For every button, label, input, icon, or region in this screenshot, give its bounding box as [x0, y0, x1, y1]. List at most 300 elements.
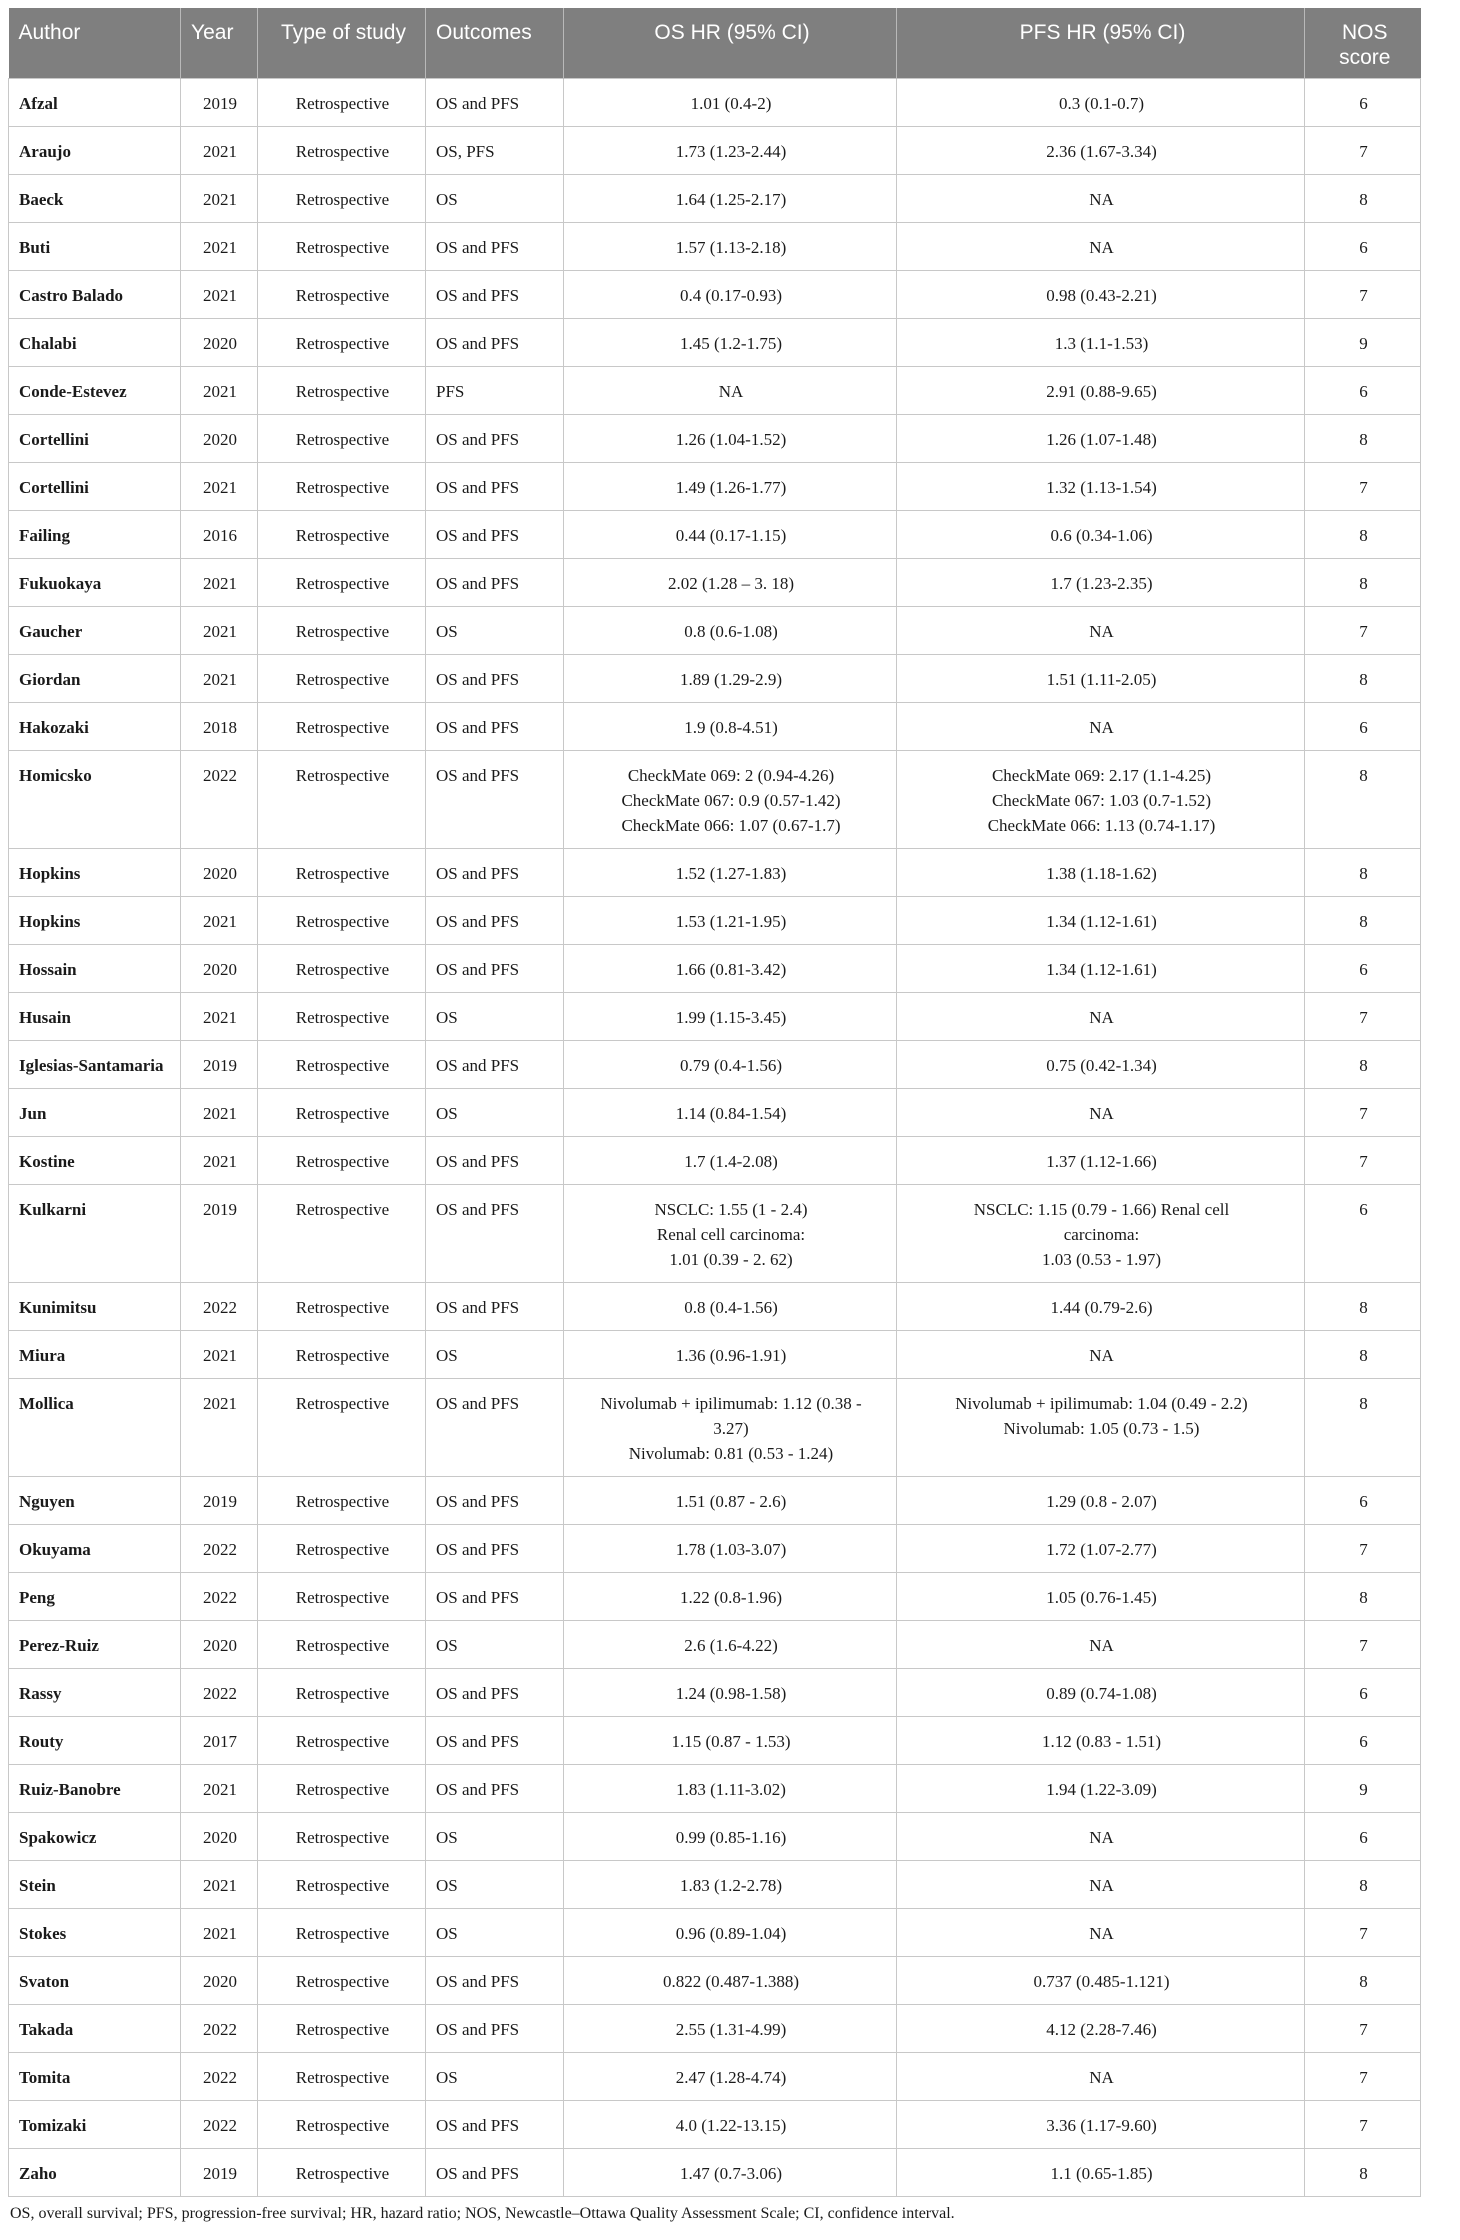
cell-pfs-hr	[897, 1621, 1305, 1669]
cell-author: Iglesias-Santamaria	[9, 1041, 181, 1089]
cell-pfs-hr	[897, 703, 1305, 751]
cell-os-hr	[564, 127, 897, 175]
cell-os-hr	[564, 559, 897, 607]
cell-nos-score: 6	[1305, 79, 1421, 127]
cell-line: 0.8 (0.6-1.08)	[684, 622, 778, 641]
cell-pfs-hr	[897, 1331, 1305, 1379]
cell-nos-score: 8	[1305, 1573, 1421, 1621]
table-row	[9, 175, 1421, 223]
cell-author: Hopkins	[9, 897, 181, 945]
header-type-of-study: Type of study	[258, 8, 426, 79]
cell-nos-score: 7	[1305, 1909, 1421, 1957]
cell-type-of-study: Retrospective	[258, 1525, 426, 1573]
header-row	[9, 8, 1421, 79]
cell-type-of-study: Retrospective	[258, 897, 426, 945]
cell-line: 1.57 (1.13-2.18)	[675, 238, 787, 257]
cell-line: 0.822 (0.487-1.388)	[663, 1972, 799, 1991]
cell-type-of-study: Retrospective	[258, 1909, 426, 1957]
cell-line: 1.9 (0.8-4.51)	[684, 718, 778, 737]
table-row	[9, 223, 1421, 271]
cell-year: 2019	[181, 1477, 258, 1525]
cell-pfs-hr	[897, 1137, 1305, 1185]
cell-year: 2020	[181, 1957, 258, 2005]
cell-year: 2021	[181, 655, 258, 703]
cell-line: 2.6 (1.6-4.22)	[684, 1636, 778, 1655]
cell-line: 1.29 (0.8 - 2.07)	[1046, 1492, 1157, 1511]
table-row	[9, 1765, 1421, 1813]
cell-line: CheckMate 069: 2.17 (1.1-4.25)	[991, 766, 1212, 785]
cell-outcomes: OS and PFS	[426, 655, 564, 703]
cell-os-hr	[564, 945, 897, 993]
cell-year: 2020	[181, 415, 258, 463]
table-row	[9, 1909, 1421, 1957]
cell-line: 1.52 (1.27-1.83)	[675, 864, 787, 883]
cell-line: 3.36 (1.17-9.60)	[1046, 2116, 1157, 2135]
cell-type-of-study: Retrospective	[258, 1621, 426, 1669]
cell-line: 2.47 (1.28-4.74)	[675, 2068, 787, 2087]
cell-os-hr	[564, 1331, 897, 1379]
cell-line: 0.96 (0.89-1.04)	[675, 1924, 787, 1943]
cell-author: Stein	[9, 1861, 181, 1909]
cell-line: 1.15 (0.87 - 1.53)	[671, 1732, 791, 1751]
cell-nos-score: 7	[1305, 1137, 1421, 1185]
cell-year: 2020	[181, 319, 258, 367]
cell-author: Fukuokaya	[9, 559, 181, 607]
cell-author: Stokes	[9, 1909, 181, 1957]
cell-pfs-hr	[897, 559, 1305, 607]
cell-pfs-hr	[897, 1573, 1305, 1621]
cell-author: Routy	[9, 1717, 181, 1765]
cell-outcomes: OS and PFS	[426, 1669, 564, 1717]
cell-line: 1.53 (1.21-1.95)	[675, 912, 787, 931]
table-row	[9, 1283, 1421, 1331]
cell-author: Hossain	[9, 945, 181, 993]
cell-year: 2021	[181, 367, 258, 415]
cell-year: 2019	[181, 2149, 258, 2197]
cell-year: 2021	[181, 463, 258, 511]
cell-line: CheckMate 066: 1.13 (0.74-1.17)	[987, 816, 1216, 835]
cell-type-of-study: Retrospective	[258, 607, 426, 655]
cell-outcomes: OS and PFS	[426, 415, 564, 463]
cell-nos-score: 6	[1305, 1185, 1421, 1283]
cell-os-hr	[564, 175, 897, 223]
table-row	[9, 127, 1421, 175]
cell-author: Cortellini	[9, 463, 181, 511]
cell-os-hr	[564, 1379, 897, 1477]
cell-year: 2019	[181, 79, 258, 127]
cell-type-of-study: Retrospective	[258, 751, 426, 849]
cell-line: 2.55 (1.31-4.99)	[675, 2020, 787, 2039]
cell-line: NA	[1089, 1346, 1114, 1365]
cell-author: Hopkins	[9, 849, 181, 897]
cell-pfs-hr	[897, 1957, 1305, 2005]
table-row	[9, 2053, 1421, 2101]
cell-outcomes: OS and PFS	[426, 1477, 564, 1525]
cell-line: 1.83 (1.2-2.78)	[680, 1876, 782, 1895]
cell-outcomes: OS and PFS	[426, 897, 564, 945]
table-row	[9, 1041, 1421, 1089]
table-container	[8, 8, 1420, 2223]
cell-author: Tomizaki	[9, 2101, 181, 2149]
cell-pfs-hr	[897, 1283, 1305, 1331]
cell-year: 2021	[181, 1137, 258, 1185]
cell-line: CheckMate 066: 1.07 (0.67-1.7)	[621, 816, 841, 835]
table-row	[9, 271, 1421, 319]
table-row	[9, 703, 1421, 751]
studies-table	[8, 8, 1421, 2197]
cell-line: 0.4 (0.17-0.93)	[680, 286, 782, 305]
cell-line: Nivolumab: 1.05 (0.73 - 1.5)	[1003, 1419, 1200, 1438]
cell-type-of-study: Retrospective	[258, 1331, 426, 1379]
cell-os-hr	[564, 1765, 897, 1813]
cell-line: 0.79 (0.4-1.56)	[680, 1056, 782, 1075]
cell-year: 2020	[181, 1813, 258, 1861]
table-row	[9, 1331, 1421, 1379]
cell-line: 1.89 (1.29-2.9)	[680, 670, 782, 689]
cell-pfs-hr	[897, 1379, 1305, 1477]
cell-pfs-hr	[897, 271, 1305, 319]
cell-year: 2022	[181, 2101, 258, 2149]
cell-pfs-hr	[897, 1041, 1305, 1089]
cell-year: 2020	[181, 849, 258, 897]
cell-line: NA	[1089, 190, 1114, 209]
cell-nos-score: 7	[1305, 2053, 1421, 2101]
cell-line: 1.49 (1.26-1.77)	[675, 478, 787, 497]
cell-line: 1.34 (1.12-1.61)	[1046, 912, 1157, 931]
cell-year: 2021	[181, 559, 258, 607]
table-row	[9, 993, 1421, 1041]
cell-author: Castro Balado	[9, 271, 181, 319]
cell-type-of-study: Retrospective	[258, 223, 426, 271]
cell-line: 1.01 (0.39 - 2. 62)	[669, 1250, 793, 1269]
cell-outcomes: OS and PFS	[426, 1573, 564, 1621]
cell-type-of-study: Retrospective	[258, 1669, 426, 1717]
cell-os-hr	[564, 415, 897, 463]
cell-line: 1.32 (1.13-1.54)	[1046, 478, 1157, 497]
cell-line: 1.7 (1.4-2.08)	[684, 1152, 778, 1171]
header-nos-score: NOS score	[1305, 8, 1421, 79]
cell-nos-score: 7	[1305, 127, 1421, 175]
table-row	[9, 1137, 1421, 1185]
cell-author: Husain	[9, 993, 181, 1041]
cell-nos-score: 6	[1305, 703, 1421, 751]
table-row	[9, 1621, 1421, 1669]
cell-outcomes: OS	[426, 1089, 564, 1137]
cell-nos-score: 8	[1305, 897, 1421, 945]
cell-line: 1.72 (1.07-2.77)	[1046, 1540, 1157, 1559]
cell-pfs-hr	[897, 751, 1305, 849]
cell-pfs-hr	[897, 223, 1305, 271]
cell-line: Nivolumab + ipilimumab: 1.12 (0.38 -	[600, 1394, 862, 1413]
cell-type-of-study: Retrospective	[258, 1379, 426, 1477]
cell-os-hr	[564, 2053, 897, 2101]
cell-type-of-study: Retrospective	[258, 1573, 426, 1621]
cell-line: NA	[1089, 1636, 1114, 1655]
cell-line: NA	[1089, 718, 1114, 737]
cell-os-hr	[564, 2005, 897, 2053]
cell-pfs-hr	[897, 1089, 1305, 1137]
cell-type-of-study: Retrospective	[258, 1813, 426, 1861]
cell-author: Homicsko	[9, 751, 181, 849]
cell-type-of-study: Retrospective	[258, 655, 426, 703]
cell-os-hr	[564, 2149, 897, 2197]
cell-author: Spakowicz	[9, 1813, 181, 1861]
cell-outcomes: OS	[426, 1621, 564, 1669]
cell-line: 1.45 (1.2-1.75)	[680, 334, 782, 353]
cell-pfs-hr	[897, 175, 1305, 223]
cell-os-hr	[564, 703, 897, 751]
cell-os-hr	[564, 1813, 897, 1861]
table-row	[9, 1525, 1421, 1573]
cell-year: 2022	[181, 2005, 258, 2053]
cell-os-hr	[564, 849, 897, 897]
cell-line: 1.51 (1.11-2.05)	[1046, 670, 1157, 689]
table-row	[9, 559, 1421, 607]
cell-nos-score: 9	[1305, 319, 1421, 367]
table-row	[9, 1669, 1421, 1717]
cell-line: CheckMate 067: 1.03 (0.7-1.52)	[991, 791, 1212, 810]
cell-type-of-study: Retrospective	[258, 175, 426, 223]
cell-outcomes: OS and PFS	[426, 2149, 564, 2197]
cell-line: 2.02 (1.28 – 3. 18)	[667, 574, 795, 593]
cell-line: Nivolumab: 0.81 (0.53 - 1.24)	[628, 1444, 834, 1463]
cell-pfs-hr	[897, 319, 1305, 367]
cell-nos-score: 7	[1305, 463, 1421, 511]
table-row	[9, 415, 1421, 463]
cell-pfs-hr	[897, 1861, 1305, 1909]
cell-outcomes: OS	[426, 607, 564, 655]
cell-os-hr	[564, 1185, 897, 1283]
cell-line: 1.37 (1.12-1.66)	[1046, 1152, 1157, 1171]
cell-line: 1.12 (0.83 - 1.51)	[1042, 1732, 1161, 1751]
cell-os-hr	[564, 1041, 897, 1089]
cell-outcomes: OS	[426, 1909, 564, 1957]
cell-line: 1.26 (1.07-1.48)	[1046, 430, 1157, 449]
cell-pfs-hr	[897, 2005, 1305, 2053]
cell-pfs-hr	[897, 2149, 1305, 2197]
cell-type-of-study: Retrospective	[258, 1041, 426, 1089]
table-row	[9, 1379, 1421, 1477]
cell-os-hr	[564, 993, 897, 1041]
cell-author: Rassy	[9, 1669, 181, 1717]
cell-author: Buti	[9, 223, 181, 271]
cell-type-of-study: Retrospective	[258, 2053, 426, 2101]
cell-line: 1.05 (0.76-1.45)	[1046, 1588, 1157, 1607]
cell-line: Renal cell carcinoma:	[656, 1225, 806, 1244]
cell-os-hr	[564, 751, 897, 849]
cell-year: 2019	[181, 1185, 258, 1283]
cell-author: Miura	[9, 1331, 181, 1379]
cell-pfs-hr	[897, 1813, 1305, 1861]
cell-type-of-study: Retrospective	[258, 463, 426, 511]
cell-year: 2021	[181, 175, 258, 223]
cell-author: Giordan	[9, 655, 181, 703]
cell-pfs-hr	[897, 415, 1305, 463]
cell-author: Perez-Ruiz	[9, 1621, 181, 1669]
cell-type-of-study: Retrospective	[258, 2149, 426, 2197]
cell-os-hr	[564, 1089, 897, 1137]
cell-line: NA	[718, 382, 744, 401]
cell-pfs-hr	[897, 1765, 1305, 1813]
cell-line: CheckMate 067: 0.9 (0.57-1.42)	[621, 791, 841, 810]
cell-nos-score: 8	[1305, 415, 1421, 463]
cell-line: 0.89 (0.74-1.08)	[1046, 1684, 1157, 1703]
cell-author: Kulkarni	[9, 1185, 181, 1283]
cell-line: 4.12 (2.28-7.46)	[1046, 2020, 1157, 2039]
cell-line: 4.0 (1.22-13.15)	[675, 2116, 787, 2135]
cell-line: NA	[1089, 1104, 1114, 1123]
cell-author: Afzal	[9, 79, 181, 127]
cell-type-of-study: Retrospective	[258, 79, 426, 127]
cell-os-hr	[564, 1283, 897, 1331]
cell-type-of-study: Retrospective	[258, 271, 426, 319]
cell-line: 1.83 (1.11-3.02)	[676, 1780, 786, 1799]
cell-pfs-hr	[897, 127, 1305, 175]
table-row	[9, 1957, 1421, 2005]
cell-author: Tomita	[9, 2053, 181, 2101]
cell-line: 3.27)	[713, 1419, 749, 1438]
cell-type-of-study: Retrospective	[258, 1717, 426, 1765]
cell-nos-score: 8	[1305, 511, 1421, 559]
cell-os-hr	[564, 271, 897, 319]
cell-os-hr	[564, 1525, 897, 1573]
cell-outcomes: PFS	[426, 367, 564, 415]
cell-outcomes: OS and PFS	[426, 2005, 564, 2053]
cell-author: Hakozaki	[9, 703, 181, 751]
cell-year: 2021	[181, 897, 258, 945]
cell-line: CheckMate 069: 2 (0.94-4.26)	[627, 766, 835, 785]
cell-type-of-study: Retrospective	[258, 1185, 426, 1283]
cell-line: 1.38 (1.18-1.62)	[1046, 864, 1157, 883]
cell-author: Svaton	[9, 1957, 181, 2005]
cell-os-hr	[564, 1717, 897, 1765]
table-row	[9, 849, 1421, 897]
cell-author: Takada	[9, 2005, 181, 2053]
cell-pfs-hr	[897, 993, 1305, 1041]
cell-author: Gaucher	[9, 607, 181, 655]
cell-nos-score: 8	[1305, 751, 1421, 849]
cell-os-hr	[564, 223, 897, 271]
cell-type-of-study: Retrospective	[258, 1477, 426, 1525]
cell-outcomes: OS and PFS	[426, 463, 564, 511]
cell-year: 2021	[181, 1379, 258, 1477]
cell-pfs-hr	[897, 2101, 1305, 2149]
table-row	[9, 945, 1421, 993]
cell-line: 1.94 (1.22-3.09)	[1046, 1780, 1157, 1799]
cell-line: 2.91 (0.88-9.65)	[1046, 382, 1157, 401]
cell-line: 0.98 (0.43-2.21)	[1046, 286, 1157, 305]
cell-nos-score: 7	[1305, 607, 1421, 655]
cell-nos-score: 6	[1305, 1813, 1421, 1861]
cell-author: Failing	[9, 511, 181, 559]
table-row	[9, 319, 1421, 367]
cell-nos-score: 7	[1305, 271, 1421, 319]
cell-line: 1.64 (1.25-2.17)	[675, 190, 787, 209]
cell-type-of-study: Retrospective	[258, 559, 426, 607]
cell-os-hr	[564, 897, 897, 945]
cell-type-of-study: Retrospective	[258, 1137, 426, 1185]
cell-type-of-study: Retrospective	[258, 319, 426, 367]
cell-nos-score: 6	[1305, 1669, 1421, 1717]
cell-nos-score: 7	[1305, 2101, 1421, 2149]
cell-type-of-study: Retrospective	[258, 703, 426, 751]
cell-os-hr	[564, 655, 897, 703]
cell-type-of-study: Retrospective	[258, 993, 426, 1041]
cell-author: Kostine	[9, 1137, 181, 1185]
table-row	[9, 2101, 1421, 2149]
cell-outcomes: OS and PFS	[426, 559, 564, 607]
cell-year: 2021	[181, 1861, 258, 1909]
cell-line: 1.24 (0.98-1.58)	[675, 1684, 787, 1703]
cell-line: 1.73 (1.23-2.44)	[675, 142, 787, 161]
cell-nos-score: 8	[1305, 1331, 1421, 1379]
cell-year: 2019	[181, 1041, 258, 1089]
cell-os-hr	[564, 1861, 897, 1909]
cell-line: 0.8 (0.4-1.56)	[684, 1298, 778, 1317]
cell-pfs-hr	[897, 655, 1305, 703]
cell-year: 2021	[181, 1089, 258, 1137]
table-header	[9, 8, 1421, 79]
cell-nos-score: 7	[1305, 993, 1421, 1041]
cell-author: Ruiz-Banobre	[9, 1765, 181, 1813]
cell-line: NA	[1089, 238, 1114, 257]
cell-outcomes: OS and PFS	[426, 1717, 564, 1765]
cell-line: carcinoma:	[1063, 1225, 1140, 1244]
cell-type-of-study: Retrospective	[258, 1283, 426, 1331]
cell-outcomes: OS and PFS	[426, 79, 564, 127]
cell-author: Araujo	[9, 127, 181, 175]
cell-line: 2.36 (1.67-3.34)	[1046, 142, 1157, 161]
cell-type-of-study: Retrospective	[258, 2005, 426, 2053]
cell-pfs-hr	[897, 463, 1305, 511]
cell-year: 2017	[181, 1717, 258, 1765]
cell-nos-score: 6	[1305, 223, 1421, 271]
cell-outcomes: OS and PFS	[426, 511, 564, 559]
cell-line: 1.3 (1.1-1.53)	[1054, 334, 1149, 353]
cell-outcomes: OS and PFS	[426, 223, 564, 271]
cell-outcomes: OS	[426, 1861, 564, 1909]
cell-author: Cortellini	[9, 415, 181, 463]
cell-os-hr	[564, 1909, 897, 1957]
cell-type-of-study: Retrospective	[258, 367, 426, 415]
cell-outcomes: OS and PFS	[426, 1765, 564, 1813]
cell-author: Zaho	[9, 2149, 181, 2197]
cell-line: 0.3 (0.1-0.7)	[1059, 94, 1144, 113]
cell-nos-score: 8	[1305, 655, 1421, 703]
header-outcomes: Outcomes	[426, 8, 564, 79]
cell-os-hr	[564, 607, 897, 655]
cell-line: 1.44 (0.79-2.6)	[1050, 1298, 1153, 1317]
cell-line: Nivolumab + ipilimumab: 1.04 (0.49 - 2.2)	[955, 1394, 1248, 1413]
cell-pfs-hr	[897, 1525, 1305, 1573]
cell-outcomes: OS	[426, 1331, 564, 1379]
cell-outcomes: OS	[426, 1813, 564, 1861]
cell-line: NA	[1089, 1008, 1114, 1027]
cell-os-hr	[564, 511, 897, 559]
cell-outcomes: OS and PFS	[426, 271, 564, 319]
cell-os-hr	[564, 463, 897, 511]
cell-outcomes: OS and PFS	[426, 1379, 564, 1477]
cell-os-hr	[564, 1477, 897, 1525]
table-row	[9, 1185, 1421, 1283]
cell-line: NA	[1089, 2068, 1114, 2087]
cell-pfs-hr	[897, 1477, 1305, 1525]
cell-nos-score: 7	[1305, 1089, 1421, 1137]
cell-outcomes: OS	[426, 993, 564, 1041]
cell-nos-score: 7	[1305, 2005, 1421, 2053]
table-row	[9, 1861, 1421, 1909]
cell-line: 1.1 (0.65-1.85)	[1050, 2164, 1153, 2183]
